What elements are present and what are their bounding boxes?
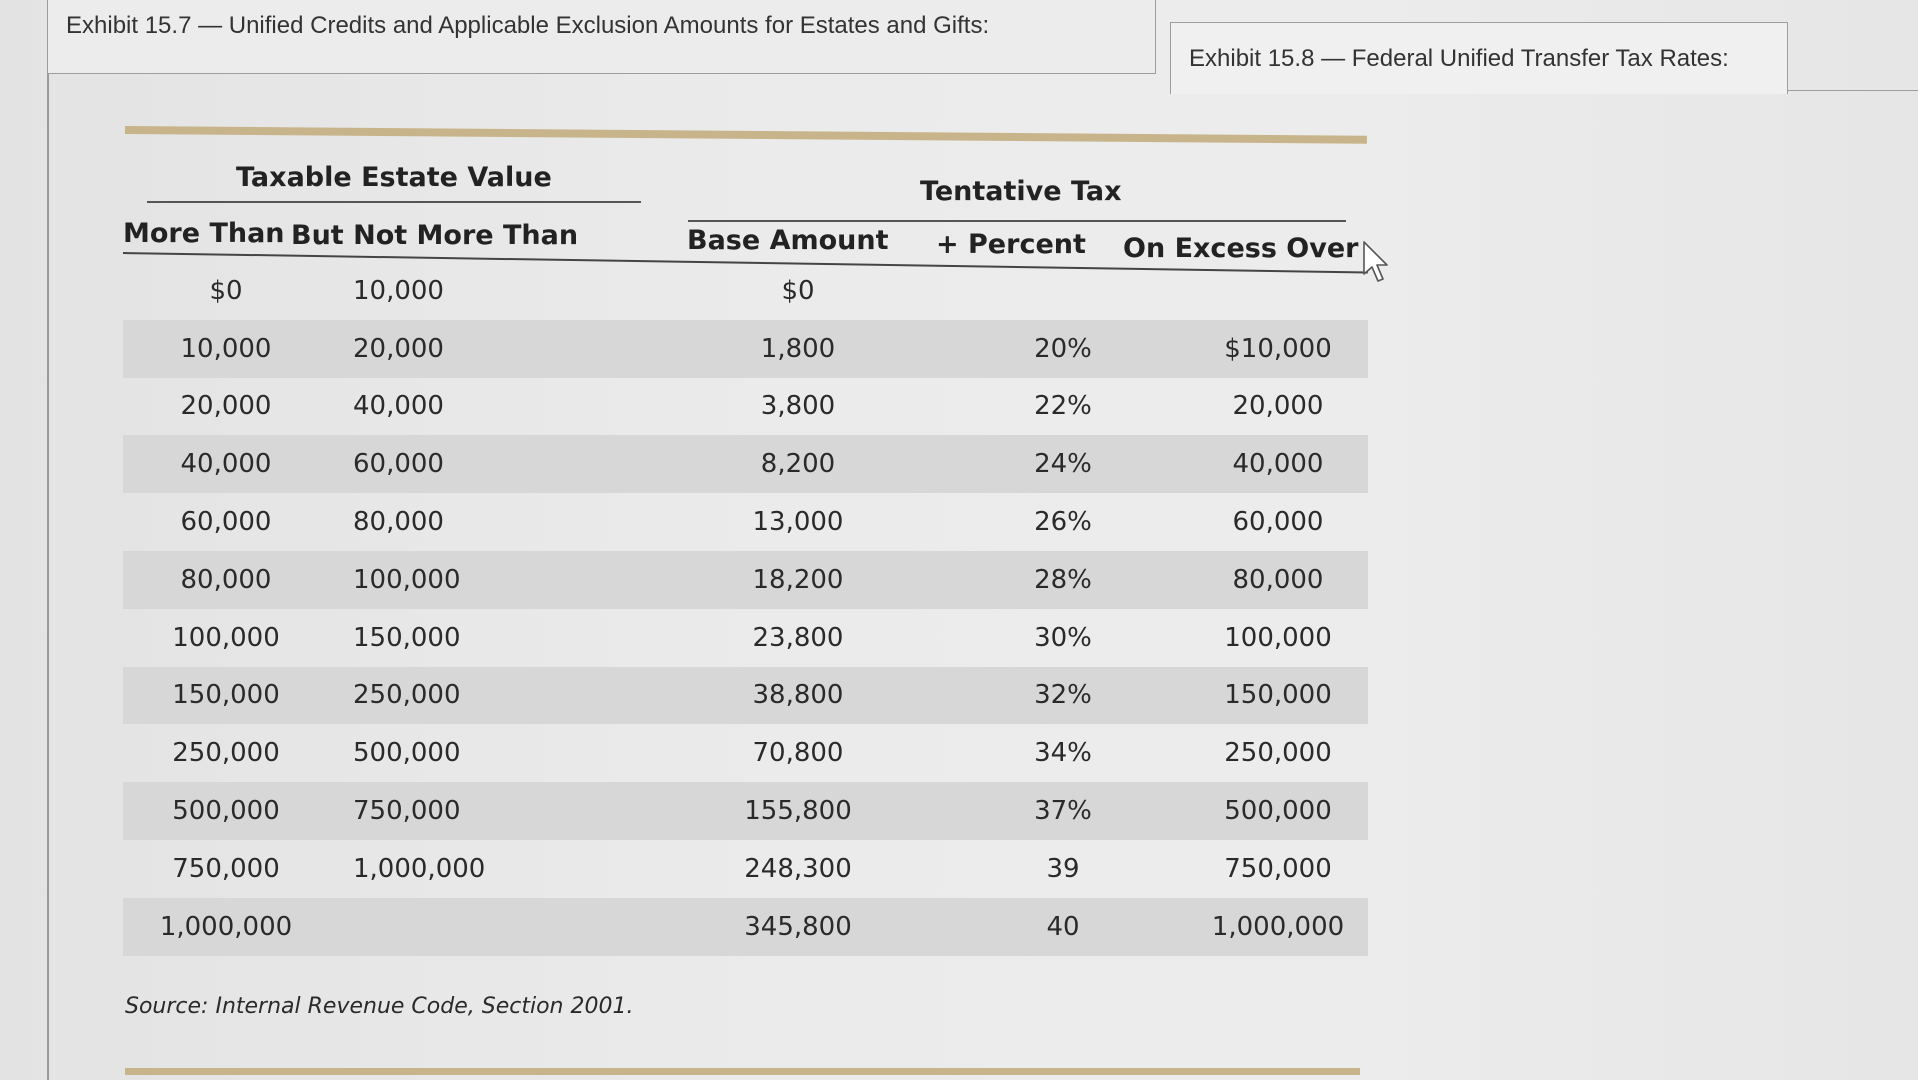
cell-more-than: 40,000 <box>180 449 272 480</box>
cell-percent: 39 <box>1046 853 1080 884</box>
table-row <box>123 782 1368 840</box>
bottom-decorative-rule <box>125 1068 1360 1075</box>
cell-base-amount: 345,800 <box>744 911 852 942</box>
cell-base-amount: 8,200 <box>760 449 836 480</box>
cell-but-not-more-than: 40,000 <box>353 391 444 422</box>
cell-base-amount: 3,800 <box>760 391 836 422</box>
cell-percent: 30% <box>1034 622 1092 653</box>
column-header-on-excess-over: On Excess Over <box>1123 233 1359 264</box>
tab-exhibit-15-7[interactable]: Exhibit 15.7 — Unified Credits and Applicable Exclusion Amounts for Estates and Gifts: <box>48 0 1156 74</box>
window-left-border <box>47 0 49 1080</box>
cell-but-not-more-than: 1,000,000 <box>353 853 486 884</box>
cell-on-excess-over: 60,000 <box>1232 507 1324 538</box>
column-header-percent: + Percent <box>936 229 1086 260</box>
source-label: Source: <box>125 994 209 1019</box>
cell-percent: 24% <box>1034 449 1092 480</box>
cell-on-excess-over: 20,000 <box>1232 391 1324 422</box>
column-header-base-amount: Base Amount <box>687 225 889 256</box>
cell-more-than: 20,000 <box>180 391 272 422</box>
cell-more-than: 750,000 <box>172 853 280 884</box>
cell-on-excess-over: 100,000 <box>1224 622 1332 653</box>
table-row <box>123 609 1368 667</box>
group-underline-left <box>147 201 641 203</box>
cell-but-not-more-than: 150,000 <box>353 622 461 653</box>
source-note <box>125 994 633 1019</box>
cell-but-not-more-than: 10,000 <box>353 275 444 306</box>
mouse-cursor-icon <box>1362 240 1390 284</box>
cell-base-amount: 23,800 <box>752 622 844 653</box>
cell-base-amount: 1,800 <box>760 333 836 364</box>
column-header-more-than: More Than <box>123 218 285 249</box>
column-header-but-not-more-than: But Not More Than <box>291 220 579 251</box>
cell-percent: 28% <box>1034 564 1092 595</box>
cell-base-amount: 13,000 <box>752 507 844 538</box>
cell-but-not-more-than: 20,000 <box>353 333 444 364</box>
cell-on-excess-over: 40,000 <box>1232 449 1324 480</box>
table-row <box>123 724 1368 782</box>
cell-percent: 32% <box>1034 680 1092 711</box>
cell-more-than: 500,000 <box>172 796 280 827</box>
cell-on-excess-over: 500,000 <box>1224 796 1332 827</box>
table-body <box>123 262 1368 956</box>
tab-bar <box>0 0 1918 90</box>
cell-more-than: 60,000 <box>180 507 272 538</box>
cell-percent: 37% <box>1034 796 1092 827</box>
group-header-taxable-estate-value: Taxable Estate Value <box>236 162 552 193</box>
cell-percent: 22% <box>1034 391 1092 422</box>
tab-baseline <box>1788 90 1918 91</box>
top-decorative-rule <box>125 126 1367 144</box>
cell-percent: 34% <box>1034 738 1092 769</box>
cell-on-excess-over: 750,000 <box>1224 853 1332 884</box>
tab-exhibit-15-8[interactable]: Exhibit 15.8 — Federal Unified Transfer Tax Rates: <box>1170 22 1788 94</box>
column-headers <box>123 210 1368 266</box>
cell-base-amount: 70,800 <box>752 738 844 769</box>
cell-on-excess-over: 1,000,000 <box>1211 911 1345 942</box>
cell-base-amount: 38,800 <box>752 680 844 711</box>
cell-but-not-more-than: 750,000 <box>353 796 461 827</box>
table-row <box>123 435 1368 493</box>
source-text: Internal Revenue Code, Section 2001. <box>215 994 634 1019</box>
cell-base-amount: 155,800 <box>744 796 852 827</box>
cell-base-amount: $0 <box>781 275 815 306</box>
cell-but-not-more-than: 60,000 <box>353 449 444 480</box>
cell-more-than: 150,000 <box>172 680 280 711</box>
table-row <box>123 840 1368 898</box>
table-row <box>123 667 1368 725</box>
cell-on-excess-over: 80,000 <box>1232 564 1324 595</box>
table-row <box>123 378 1368 436</box>
cell-more-than: 10,000 <box>180 333 272 364</box>
cell-but-not-more-than: 250,000 <box>353 680 461 711</box>
cell-but-not-more-than: 100,000 <box>353 564 461 595</box>
cell-more-than: 250,000 <box>172 738 280 769</box>
cell-but-not-more-than: 80,000 <box>353 507 444 538</box>
cell-percent: 26% <box>1034 507 1092 538</box>
cell-on-excess-over: $10,000 <box>1224 333 1332 364</box>
table-row <box>123 262 1368 320</box>
cell-more-than: $0 <box>209 275 243 306</box>
cell-percent: 40 <box>1046 911 1080 942</box>
cell-on-excess-over: 250,000 <box>1224 738 1332 769</box>
cell-base-amount: 248,300 <box>744 853 852 884</box>
table-row <box>123 551 1368 609</box>
table-row <box>123 898 1368 956</box>
cell-base-amount: 18,200 <box>752 564 844 595</box>
cell-more-than: 80,000 <box>180 564 272 595</box>
table-row <box>123 493 1368 551</box>
cell-on-excess-over: 150,000 <box>1224 680 1332 711</box>
cell-more-than: 100,000 <box>172 622 280 653</box>
group-header-tentative-tax: Tentative Tax <box>920 176 1122 207</box>
cell-percent: 20% <box>1034 333 1092 364</box>
table-row <box>123 320 1368 378</box>
cell-but-not-more-than: 500,000 <box>353 738 461 769</box>
cell-more-than: 1,000,000 <box>159 911 293 942</box>
